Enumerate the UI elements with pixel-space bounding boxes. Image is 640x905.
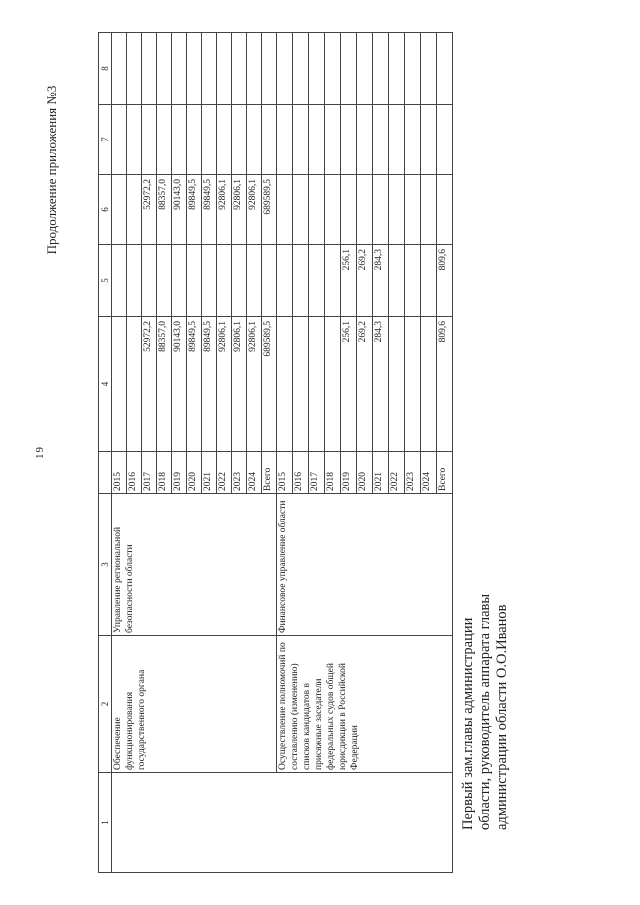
measure-name: Осуществление полномочий по составлению (изменению) списков кандидатов в присяжные заседатели федеральных судов общей юрисдикции в Российской Федерации <box>277 636 453 773</box>
column-8-cell <box>232 33 247 105</box>
year-cell: 2020 <box>187 452 202 494</box>
column-4-value <box>127 317 142 452</box>
column-number: 3 <box>99 494 112 636</box>
column-5-value <box>325 245 341 317</box>
continuation-label: Продолжение приложения №3 <box>44 85 59 255</box>
column-4-value: 92806,1 <box>217 317 232 452</box>
column-6-value: 92806,1 <box>232 175 247 245</box>
column-7-cell <box>202 105 217 175</box>
column-7-cell <box>157 105 172 175</box>
column-1-cell <box>112 773 453 873</box>
column-number: 4 <box>99 317 112 452</box>
column-6-value: 92806,1 <box>217 175 232 245</box>
column-6-value <box>389 175 405 245</box>
column-number: 6 <box>99 175 112 245</box>
column-6-value <box>357 175 373 245</box>
year-cell: 2021 <box>373 452 389 494</box>
column-5-value <box>309 245 325 317</box>
column-4-value: 689589,5 <box>262 317 277 452</box>
year-cell: 2022 <box>389 452 405 494</box>
column-8-cell <box>157 33 172 105</box>
column-8-cell <box>187 33 202 105</box>
column-4-value: 89849,5 <box>202 317 217 452</box>
year-cell: 2024 <box>421 452 437 494</box>
column-7-cell <box>112 105 127 175</box>
year-cell: 2022 <box>217 452 232 494</box>
column-6-value: 89849,5 <box>187 175 202 245</box>
signature-line: области, руководитель аппарата главы <box>477 593 493 830</box>
column-7-cell <box>357 105 373 175</box>
year-cell: Всего <box>262 452 277 494</box>
column-5-value <box>187 245 202 317</box>
column-number: 5 <box>99 245 112 317</box>
column-8-cell <box>293 33 309 105</box>
column-number: 7 <box>99 105 112 175</box>
column-4-value: 256,1 <box>341 317 357 452</box>
column-8-cell <box>142 33 157 105</box>
year-cell: 2023 <box>405 452 421 494</box>
year-cell: 2017 <box>309 452 325 494</box>
column-7-cell <box>262 105 277 175</box>
year-cell: 2019 <box>341 452 357 494</box>
executor-name: Финансовое управление области <box>277 494 453 636</box>
column-4-value: 89849,5 <box>187 317 202 452</box>
column-number: 2 <box>99 636 112 773</box>
column-6-value <box>341 175 357 245</box>
column-5-value <box>277 245 293 317</box>
column-7-cell <box>277 105 293 175</box>
column-number: 8 <box>99 33 112 105</box>
column-7-cell <box>187 105 202 175</box>
column-4-value: 269,2 <box>357 317 373 452</box>
column-7-cell <box>373 105 389 175</box>
column-6-value: 52972,2 <box>142 175 157 245</box>
column-5-value <box>405 245 421 317</box>
column-5-value <box>232 245 247 317</box>
column-5-value <box>293 245 309 317</box>
column-7-cell <box>293 105 309 175</box>
page-number: 19 <box>34 446 46 459</box>
column-6-value <box>309 175 325 245</box>
column-4-value: 284,3 <box>373 317 389 452</box>
column-8-cell <box>341 33 357 105</box>
column-8-cell <box>172 33 187 105</box>
column-6-value <box>405 175 421 245</box>
executor-name: Управление региональной безопасности области <box>112 494 277 636</box>
column-5-value <box>157 245 172 317</box>
column-6-value <box>127 175 142 245</box>
column-8-cell <box>262 33 277 105</box>
column-4-value <box>293 317 309 452</box>
column-5-value <box>217 245 232 317</box>
column-4-value <box>405 317 421 452</box>
column-number-blank <box>99 452 112 494</box>
table-row <box>277 33 293 873</box>
column-8-cell <box>437 33 453 105</box>
column-7-cell <box>309 105 325 175</box>
column-7-cell <box>217 105 232 175</box>
year-cell: 2017 <box>142 452 157 494</box>
column-8-cell <box>389 33 405 105</box>
column-8-cell <box>112 33 127 105</box>
year-cell: 2024 <box>247 452 262 494</box>
year-cell: 2015 <box>112 452 127 494</box>
column-4-value <box>421 317 437 452</box>
column-7-cell <box>325 105 341 175</box>
column-8-cell <box>373 33 389 105</box>
column-5-value: 256,1 <box>341 245 357 317</box>
column-4-value <box>389 317 405 452</box>
column-7-cell <box>232 105 247 175</box>
measure-name: Обеспечение функционирования государственного органа <box>112 636 277 773</box>
column-numbers-row <box>99 33 112 873</box>
column-8-cell <box>421 33 437 105</box>
column-7-cell <box>389 105 405 175</box>
column-4-value: 92806,1 <box>247 317 262 452</box>
column-6-value <box>373 175 389 245</box>
signature-block <box>460 594 511 830</box>
column-5-value: 284,3 <box>373 245 389 317</box>
column-7-cell <box>172 105 187 175</box>
column-6-value: 689589,5 <box>262 175 277 245</box>
column-8-cell <box>357 33 373 105</box>
column-number: 1 <box>99 773 112 873</box>
year-cell: 2023 <box>232 452 247 494</box>
column-6-value <box>421 175 437 245</box>
column-8-cell <box>405 33 421 105</box>
column-6-value <box>277 175 293 245</box>
year-cell: 2021 <box>202 452 217 494</box>
column-6-value: 90143,0 <box>172 175 187 245</box>
year-cell: Всего <box>437 452 453 494</box>
column-4-value <box>112 317 127 452</box>
column-6-value: 89849,5 <box>202 175 217 245</box>
column-4-value: 92806,1 <box>232 317 247 452</box>
year-cell: 2016 <box>293 452 309 494</box>
column-6-value: 88357,0 <box>157 175 172 245</box>
column-7-cell <box>127 105 142 175</box>
column-4-value: 88357,0 <box>157 317 172 452</box>
column-5-value <box>247 245 262 317</box>
column-5-value <box>421 245 437 317</box>
column-7-cell <box>421 105 437 175</box>
column-6-value <box>293 175 309 245</box>
column-4-value <box>309 317 325 452</box>
year-cell: 2019 <box>172 452 187 494</box>
year-cell: 2016 <box>127 452 142 494</box>
column-6-value <box>437 175 453 245</box>
column-7-cell <box>405 105 421 175</box>
column-5-value <box>142 245 157 317</box>
column-8-cell <box>202 33 217 105</box>
column-7-cell <box>247 105 262 175</box>
year-cell: 2018 <box>157 452 172 494</box>
appendix-table <box>98 32 453 873</box>
column-8-cell <box>127 33 142 105</box>
column-5-value <box>172 245 187 317</box>
column-6-value <box>325 175 341 245</box>
column-7-cell <box>142 105 157 175</box>
column-4-value: 90143,0 <box>172 317 187 452</box>
column-8-cell <box>309 33 325 105</box>
column-7-cell <box>437 105 453 175</box>
column-8-cell <box>277 33 293 105</box>
signature-line: администрации области О.О.Иванов <box>494 604 510 830</box>
column-5-value: 809,6 <box>437 245 453 317</box>
column-8-cell <box>247 33 262 105</box>
column-5-value: 269,2 <box>357 245 373 317</box>
column-5-value <box>112 245 127 317</box>
column-5-value <box>389 245 405 317</box>
column-5-value <box>127 245 142 317</box>
column-6-value: 92806,1 <box>247 175 262 245</box>
column-5-value <box>202 245 217 317</box>
column-5-value <box>262 245 277 317</box>
column-7-cell <box>341 105 357 175</box>
year-cell: 2020 <box>357 452 373 494</box>
column-8-cell <box>217 33 232 105</box>
table-row <box>112 33 127 873</box>
column-4-value <box>277 317 293 452</box>
column-4-value: 809,6 <box>437 317 453 452</box>
column-4-value: 52972,2 <box>142 317 157 452</box>
year-cell: 2018 <box>325 452 341 494</box>
column-6-value <box>112 175 127 245</box>
column-4-value <box>325 317 341 452</box>
column-8-cell <box>325 33 341 105</box>
year-cell: 2015 <box>277 452 293 494</box>
signature-line: Первый зам.главы администрации <box>460 617 476 830</box>
